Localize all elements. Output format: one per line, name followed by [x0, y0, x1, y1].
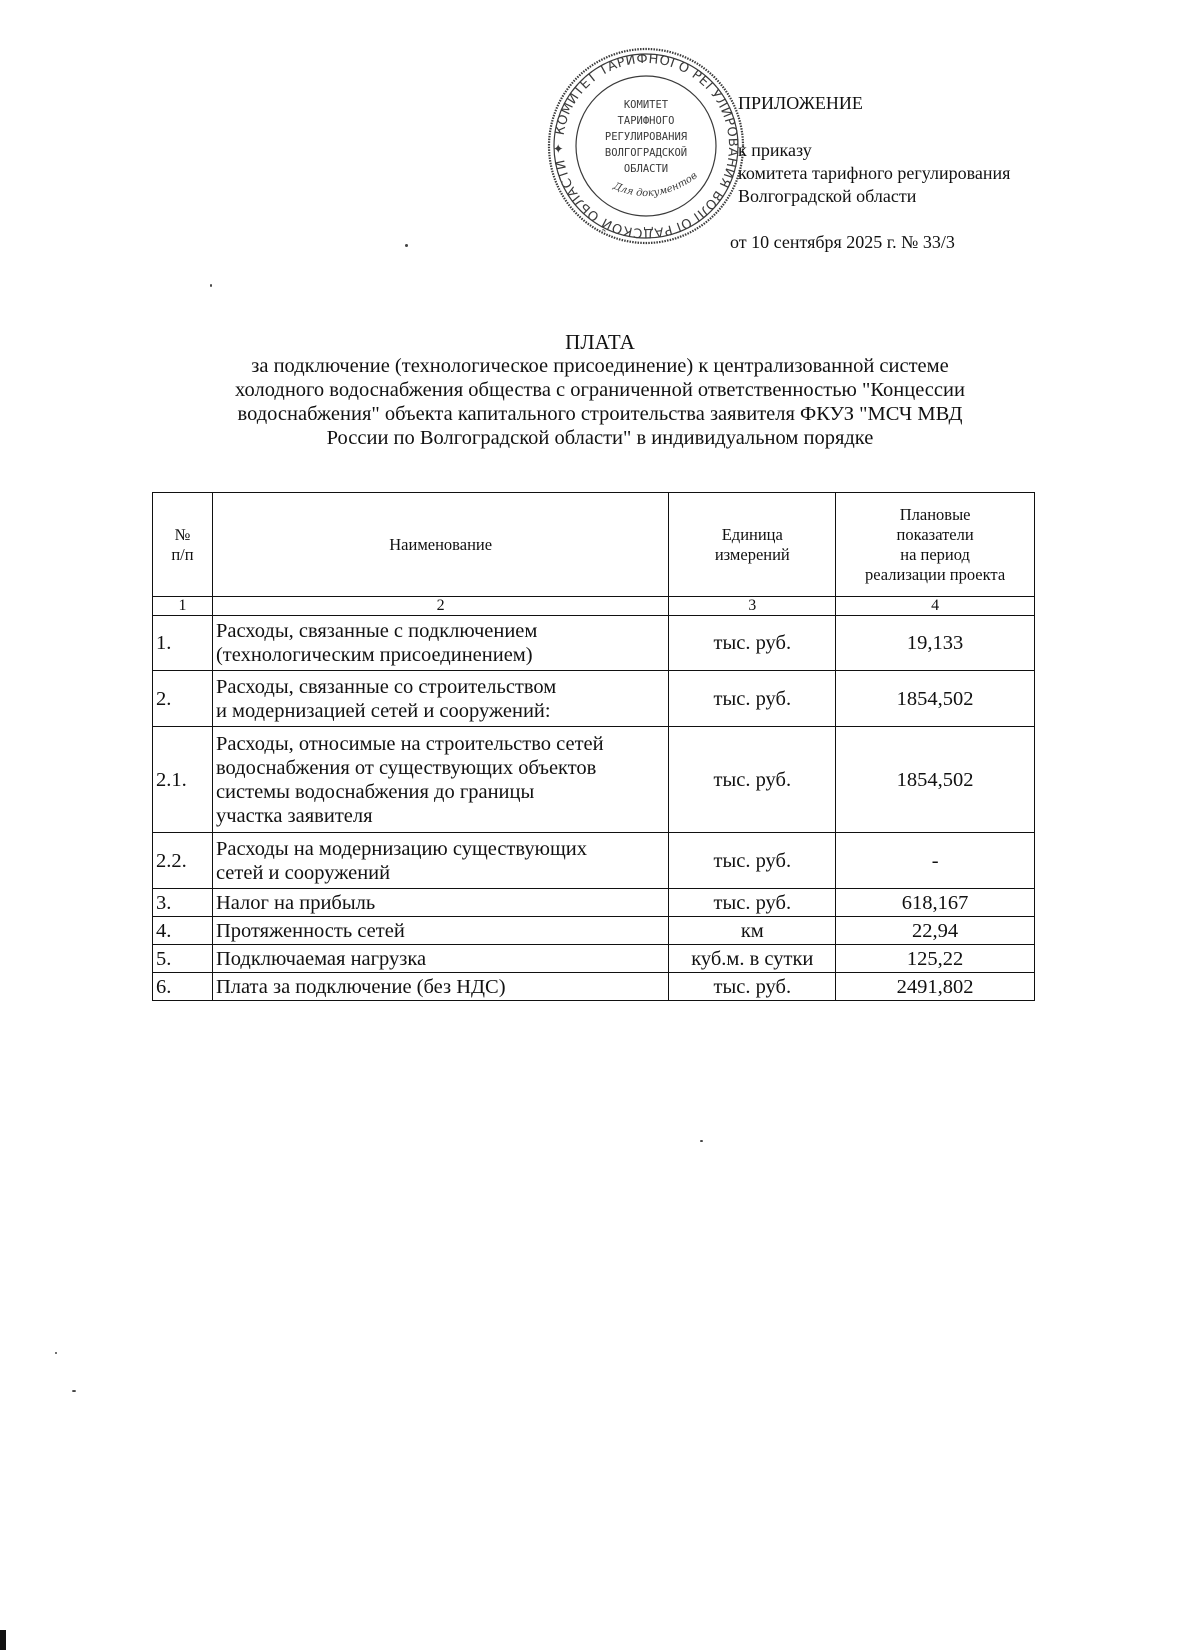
row-name: Расходы на модернизацию существующих сетей и сооружений: [212, 833, 668, 889]
row-name: Расходы, связанные со строительством и модернизацией сетей и сооружений:: [212, 671, 668, 727]
row-unit: тыс. руб.: [669, 616, 836, 671]
row-num: 6.: [153, 973, 213, 1001]
row-num: 3.: [153, 889, 213, 917]
row-num: 2.1.: [153, 727, 213, 833]
row-name: Подключаемая нагрузка: [212, 945, 668, 973]
table-row: [153, 889, 1035, 917]
row-unit: тыс. руб.: [669, 833, 836, 889]
table-row: [153, 973, 1035, 1001]
title-line: холодного водоснабжения общества с ограниченной ответственностью "Концессии: [235, 379, 965, 401]
row-num: 1.: [153, 616, 213, 671]
col-index: 3: [669, 597, 836, 616]
svg-text:РЕГУЛИРОВАНИЯ: РЕГУЛИРОВАНИЯ: [604, 131, 688, 143]
title-heading: ПЛАТА: [565, 330, 635, 354]
row-value: 19,133: [836, 616, 1035, 671]
table-row: [153, 671, 1035, 727]
row-value: -: [836, 833, 1035, 889]
row-unit: тыс. руб.: [669, 671, 836, 727]
scan-speck: [210, 284, 212, 287]
row-unit: тыс. руб.: [669, 889, 836, 917]
row-value: 1854,502: [836, 727, 1035, 833]
scan-speck: [55, 1352, 57, 1354]
fee-table: [152, 492, 1035, 1001]
seal-outer-ring-text: КОМИТЕТ ТАРИФНОГО РЕГУЛИРОВАНИЯ ВОЛГОГРАДСКОЙ ОБЛАСТИ ✦: [551, 51, 741, 241]
header-num: № п/п: [153, 493, 213, 597]
row-name: Расходы, относимые на строительство сетей водоснабжения от существующих объектов системы водоснабжения до границы участка заявителя: [212, 727, 668, 833]
document-title: [160, 330, 1040, 450]
row-name: Протяженность сетей: [212, 917, 668, 945]
row-num: 5.: [153, 945, 213, 973]
scan-speck: [72, 1390, 76, 1392]
row-unit: тыс. руб.: [669, 973, 836, 1001]
appendix-line-1: к приказу: [738, 140, 812, 160]
header-unit: Единица измерений: [669, 493, 836, 597]
scan-speck: [700, 1140, 703, 1142]
scan-speck: [0, 1630, 6, 1650]
col-index: 1: [153, 597, 213, 616]
title-line: водоснабжения" объекта капитального строительства заявителя ФКУЗ "МСЧ МВД: [237, 403, 963, 425]
row-name: Налог на прибыль: [212, 889, 668, 917]
svg-text:ВОЛГОГРАДСКОЙ: ВОЛГОГРАДСКОЙ: [604, 147, 688, 159]
row-value: 618,167: [836, 889, 1035, 917]
column-index-row: [153, 597, 1035, 616]
table-row: [153, 616, 1035, 671]
row-num: 4.: [153, 917, 213, 945]
row-unit: км: [669, 917, 836, 945]
table-row: [153, 833, 1035, 889]
scan-speck: [405, 244, 408, 247]
table-row: [153, 727, 1035, 833]
svg-text:КОМИТЕТ: КОМИТЕТ: [623, 99, 669, 111]
row-num: 2.2.: [153, 833, 213, 889]
appendix-heading: ПРИЛОЖЕНИЕ: [738, 93, 863, 113]
official-seal: [546, 46, 746, 246]
table-header-row: [153, 493, 1035, 597]
header-name: Наименование: [212, 493, 668, 597]
appendix-line-2: комитета тарифного регулирования: [738, 163, 1011, 183]
appendix-block: [730, 92, 1011, 254]
table-row: [153, 945, 1035, 973]
row-unit: куб.м. в сутки: [669, 945, 836, 973]
appendix-line-3: Волгоградской области: [738, 186, 917, 206]
row-unit: тыс. руб.: [669, 727, 836, 833]
svg-text:ОБЛАСТИ: ОБЛАСТИ: [623, 163, 669, 175]
title-line: за подключение (технологическое присоединение) к централизованной системе: [251, 355, 949, 377]
appendix-date-line: от 10 сентября 2025 г. № 33/3: [730, 232, 955, 252]
header-plan: Плановые показатели на период реализации проекта: [836, 493, 1035, 597]
col-index: 4: [836, 597, 1035, 616]
row-name: Плата за подключение (без НДС): [212, 973, 668, 1001]
row-value: 22,94: [836, 917, 1035, 945]
row-name: Расходы, связанные с подключением (технологическим присоединением): [212, 616, 668, 671]
row-value: 2491,802: [836, 973, 1035, 1001]
col-index: 2: [212, 597, 668, 616]
seal-center-text: [605, 99, 687, 175]
row-num: 2.: [153, 671, 213, 727]
seal-inner-label: Для документов: [611, 170, 700, 200]
svg-text:ТАРИФНОГО: ТАРИФНОГО: [617, 115, 675, 127]
row-value: 125,22: [836, 945, 1035, 973]
row-value: 1854,502: [836, 671, 1035, 727]
table-row: [153, 917, 1035, 945]
title-line: России по Волгоградской области" в индивидуальном порядке: [326, 427, 874, 449]
